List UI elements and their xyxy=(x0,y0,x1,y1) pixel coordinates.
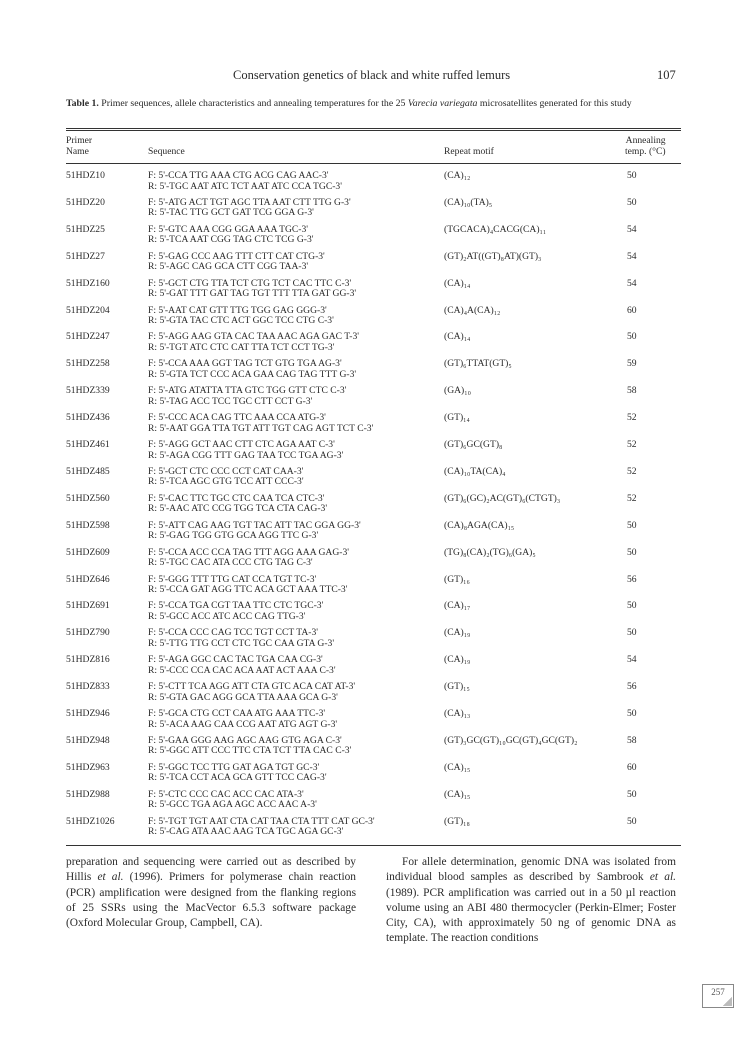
repeat-motif: (GT)₁₄ xyxy=(444,412,470,424)
forward-primer: F: 5'-GCT CTC CCC CCT CAT CAA-3' xyxy=(148,465,304,477)
repeat-motif: (TG)₈(CA)₂(TG)₆(GA)₅ xyxy=(444,546,536,558)
repeat-motif: (CA)₁₃ xyxy=(444,708,471,719)
forward-primer: F: 5'-CTC CCC CAC ACC CAC ATA-3' xyxy=(148,788,304,800)
body-column-right xyxy=(386,855,676,947)
table-row xyxy=(66,574,686,601)
repeat-motif: (CA)₈AGA(CA)₁₅ xyxy=(444,519,515,531)
reverse-primer: R: 5'-TGT ATC CTC CAT TTA TCT CCT TG-3' xyxy=(148,341,335,353)
table-top-rule-2 xyxy=(66,130,681,131)
forward-primer: F: 5'-AGG GCT AAC CTT CTC AGA AAT C-3' xyxy=(148,439,335,450)
table-row xyxy=(66,547,686,574)
page-number: 107 xyxy=(657,68,676,82)
header-primer: Primer Name xyxy=(66,135,93,157)
reverse-primer: R: 5'-TGC CAC ATA CCC CTG TAG C-3' xyxy=(148,557,313,569)
table-row xyxy=(66,358,686,385)
annealing-temp: 52 xyxy=(627,492,637,504)
table-row xyxy=(66,439,686,466)
forward-primer: F: 5'-ATG ACT TGT AGC TTA AAT CTT TTG G-3' xyxy=(148,196,351,208)
reverse-primer: R: 5'-ACA AAG CAA CCG AAT ATG AGT G-3' xyxy=(148,718,338,730)
table-row xyxy=(66,385,686,412)
annealing-temp: 52 xyxy=(627,439,637,450)
forward-primer: F: 5'-CCA AAA GGT TAG TCT GTG TGA AG-3' xyxy=(148,358,342,370)
forward-primer: F: 5'-CCA TTG AAA CTG ACG CAG AAC-3' xyxy=(148,170,329,181)
reverse-primer: R: 5'-TCA AGC GTG TCC ATT CCC-3' xyxy=(148,476,304,488)
reverse-primer: R: 5'-AAT GGA TTA TGT ATT TGT CAG AGT TCT C-3' xyxy=(148,422,374,434)
primer-name: 51HDZ560 xyxy=(66,492,110,504)
repeat-motif: (GT)₃GC(GT)₁₀GC(GT)₄GC(GT)₂ xyxy=(444,734,578,746)
reverse-primer: R: 5'-GAT TTT GAT TAG TGT TTT TTA GAT GG-3' xyxy=(148,288,357,300)
primer-name: 51HDZ10 xyxy=(66,170,105,181)
forward-primer: F: 5'-GGG TTT TTG CAT CCA TGT TC-3' xyxy=(148,573,317,585)
annealing-temp: 56 xyxy=(627,681,637,693)
table-row xyxy=(66,466,686,493)
primer-name: 51HDZ946 xyxy=(66,708,110,719)
primer-name: 51HDZ485 xyxy=(66,465,110,477)
reverse-primer: R: 5'-AGA CGG TTT GAG TAA TCC TGA AG-3' xyxy=(148,449,344,461)
annealing-temp: 54 xyxy=(627,277,637,289)
reverse-primer: R: 5'-TCA AAT CGG TAG CTC TCG G-3' xyxy=(148,234,314,246)
table-header-rule xyxy=(66,163,681,164)
reverse-primer: R: 5'-CCC CCA CAC ACA AAT ACT AAA C-3' xyxy=(148,664,336,676)
primer-name: 51HDZ948 xyxy=(66,734,110,746)
forward-primer: F: 5'-GGC TCC TTG GAT AGA TGT GC-3' xyxy=(148,761,320,773)
annealing-temp: 50 xyxy=(627,815,637,827)
repeat-motif: (CA)₁₅ xyxy=(444,761,471,773)
forward-primer: F: 5'-GAG CCC AAG TTT CTT CAT CTG-3' xyxy=(148,250,325,262)
table-row xyxy=(66,600,686,627)
primer-name: 51HDZ1026 xyxy=(66,815,115,827)
footer-page-stamp: 257 xyxy=(702,984,734,1008)
reverse-primer: R: 5'-GTA TCT CCC ACA GAA CAG TAG TTT G-3' xyxy=(148,368,357,380)
annealing-temp: 52 xyxy=(627,412,637,424)
table-row xyxy=(66,627,686,654)
primer-name: 51HDZ833 xyxy=(66,681,110,693)
annealing-temp: 54 xyxy=(627,250,637,262)
caption-label: Table 1. xyxy=(66,98,99,109)
repeat-motif: (CA)₁₄ xyxy=(444,331,471,343)
repeat-motif: (CA)₁₅ xyxy=(444,788,471,800)
annealing-temp: 54 xyxy=(627,654,637,666)
reverse-primer: R: 5'-CCA GAT AGG TTC ACA GCT AAA TTC-3' xyxy=(148,584,348,595)
table-row xyxy=(66,762,686,789)
reverse-primer: R: 5'-TTG TTG CCT CTC TGC CAA GTA G-3' xyxy=(148,637,335,649)
annealing-temp: 52 xyxy=(627,465,637,477)
forward-primer: F: 5'-AAT CAT GTT TTG TGG GAG GGG-3' xyxy=(148,304,327,316)
caption-text-end: microsatellites generated for this study xyxy=(477,98,632,109)
repeat-motif: (GT)₁₅ xyxy=(444,681,470,693)
primer-name: 51HDZ258 xyxy=(66,358,110,370)
primer-name: 51HDZ963 xyxy=(66,761,110,773)
repeat-motif: (CA)₁₀(TA)₅ xyxy=(444,196,493,208)
reverse-primer: R: 5'-AGC CAG GCA CTT CGG TAA-3' xyxy=(148,261,309,273)
primer-name: 51HDZ160 xyxy=(66,277,110,289)
table-row xyxy=(66,412,686,439)
forward-primer: F: 5'-GCA CTG CCT CAA ATG AAA TTC-3' xyxy=(148,708,326,719)
primer-name: 51HDZ25 xyxy=(66,223,105,235)
annealing-temp: 58 xyxy=(627,734,637,746)
primer-name: 51HDZ436 xyxy=(66,412,110,424)
table-bottom-rule xyxy=(66,845,681,846)
reverse-primer: R: 5'-TCA CCT ACA GCA GTT TCC CAG-3' xyxy=(148,772,327,784)
forward-primer: F: 5'-CCA CCC CAG TCC TGT CCT TA-3' xyxy=(148,627,318,639)
primer-name: 51HDZ609 xyxy=(66,546,110,558)
reverse-primer: R: 5'-TGC AAT ATC TCT AAT ATC CCA TGC-3' xyxy=(148,180,342,192)
primer-name: 51HDZ247 xyxy=(66,331,110,343)
repeat-motif: (GT)₆TTAT(GT)₅ xyxy=(444,358,512,370)
annealing-temp: 50 xyxy=(627,546,637,558)
repeat-motif: (GA)₁₀ xyxy=(444,385,471,397)
annealing-temp: 50 xyxy=(627,196,637,208)
table-row xyxy=(66,708,686,735)
reverse-primer: R: 5'-GCC ACC ATC ACC CAG TTG-3' xyxy=(148,610,306,622)
forward-primer: F: 5'-ATT CAG AAG TGT TAC ATT TAC GGA GG-3' xyxy=(148,519,361,531)
annealing-temp: 56 xyxy=(627,573,637,585)
primer-name: 51HDZ646 xyxy=(66,573,110,585)
page-curl-icon xyxy=(723,997,732,1006)
annealing-temp: 50 xyxy=(627,331,637,343)
annealing-temp: 50 xyxy=(627,627,637,639)
table-row xyxy=(66,735,686,762)
table-row xyxy=(66,170,686,197)
primer-name: 51HDZ988 xyxy=(66,788,110,800)
running-header-title: Conservation genetics of black and white ruffed lemurs xyxy=(233,68,511,82)
forward-primer: F: 5'-CAC TTC TGC CTC CAA TCA CTC-3' xyxy=(148,492,325,504)
body-paragraph-right: For allele determination, genomic DNA was isolated from individual blood samples as described by Sambrook et al. (1989). PCR amplification was carried out in a 50 µl reaction volume using an ABI 480 thermocycler (Perkin-Elmer; Foster City, CA), with approximately 50 ng of genomic DNA as template. The reaction conditions xyxy=(386,856,676,945)
annealing-temp: 50 xyxy=(627,788,637,800)
annealing-temp: 59 xyxy=(627,358,637,370)
primer-name: 51HDZ816 xyxy=(66,654,110,666)
header-repeat-motif: Repeat motif xyxy=(444,146,494,157)
forward-primer: F: 5'-AGA GGC CAC TAC TGA CAA CG-3' xyxy=(148,654,323,666)
repeat-motif: (GT)₆(GC)₂AC(GT)₆(CTGT)₃ xyxy=(444,492,561,504)
annealing-temp: 50 xyxy=(627,170,637,181)
repeat-motif: (GT)₆GC(GT)₈ xyxy=(444,439,503,450)
primer-name: 51HDZ204 xyxy=(66,304,110,316)
repeat-motif: (CA)₁₉ xyxy=(444,627,471,639)
annealing-temp: 54 xyxy=(627,223,637,235)
table-row xyxy=(66,789,686,816)
reverse-primer: R: 5'-GGC ATT CCC TTC CTA TCT TTA CAC C-3' xyxy=(148,745,352,757)
forward-primer: F: 5'-GAA GGG AAG AGC AAG GTG AGA C-3' xyxy=(148,734,342,746)
caption-text: Primer sequences, allele characteristics and annealing temperatures for the 25 xyxy=(98,98,408,109)
header-annealing: Annealing temp. (°C) xyxy=(625,135,666,157)
table-row xyxy=(66,331,686,358)
forward-primer: F: 5'-GTC AAA CGG GGA AAA TGC-3' xyxy=(148,223,308,235)
table-row xyxy=(66,278,686,305)
table-row xyxy=(66,305,686,332)
repeat-motif: (CA)₁₄ xyxy=(444,277,471,289)
table-caption xyxy=(66,98,686,110)
forward-primer: F: 5'-GCT CTG TTA TCT CTG TCT CAC TTC C-3' xyxy=(148,277,352,289)
primer-name: 51HDZ598 xyxy=(66,519,110,531)
reverse-primer: R: 5'-TAG ACC TCC TGC CTT CCT G-3' xyxy=(148,395,313,407)
table-row xyxy=(66,251,686,278)
forward-primer: F: 5'-CCC ACA CAG TTC AAA CCA ATG-3' xyxy=(148,412,326,424)
annealing-temp: 60 xyxy=(627,304,637,316)
forward-primer: F: 5'-CCA ACC CCA TAG TTT AGG AAA GAG-3' xyxy=(148,546,349,558)
forward-primer: F: 5'-TGT TGT AAT CTA CAT TAA CTA TTT CAT GC-3' xyxy=(148,815,375,827)
reverse-primer: R: 5'-GAG TGG GTG GCA AGG TTC G-3' xyxy=(148,530,319,542)
forward-primer: F: 5'-ATG ATATTA TTA GTC TGG GTT CTC C-3' xyxy=(148,385,347,397)
primer-name: 51HDZ20 xyxy=(66,196,105,208)
repeat-motif: (GT)₂AT((GT)₈AT)(GT)₃ xyxy=(444,250,542,262)
primer-name: 51HDZ790 xyxy=(66,627,110,639)
reverse-primer: R: 5'-CAG ATA AAC AAG TCA TGC AGA GC-3' xyxy=(148,826,344,838)
primer-name: 51HDZ461 xyxy=(66,439,110,450)
annealing-temp: 58 xyxy=(627,385,637,397)
repeat-motif: (CA)₁₇ xyxy=(444,600,471,612)
repeat-motif: (CA)₁₀TA(CA)₄ xyxy=(444,465,506,477)
repeat-motif: (CA)₁₉ xyxy=(444,654,471,666)
reverse-primer: R: 5'-GCC TGA AGA AGC ACC AAC A-3' xyxy=(148,799,317,811)
repeat-motif: (TGCACA)₄CACG(CA)₁₁ xyxy=(444,223,547,235)
reverse-primer: R: 5'-AAC ATC CCG TGG TCA CTA CAG-3' xyxy=(148,503,328,515)
header-sequence: Sequence xyxy=(148,146,185,157)
annealing-temp: 60 xyxy=(627,761,637,773)
body-paragraph-left: preparation and sequencing were carried out as described by Hillis et al. (1996). Primers for polymerase chain reaction (PCR) amplification were designed from the flanking regions of 25 SSRs using the MacVector 6.5.3 software package (Oxford Molecular Group, Campbell, CA). xyxy=(66,856,356,930)
body-column-left xyxy=(66,855,356,931)
table-row xyxy=(66,654,686,681)
table-row xyxy=(66,520,686,547)
repeat-motif: (GT)₁₆ xyxy=(444,573,470,585)
table-row xyxy=(66,224,686,251)
caption-species: Varecia variegata xyxy=(407,98,478,109)
table-row xyxy=(66,493,686,520)
primer-name: 51HDZ691 xyxy=(66,600,110,612)
repeat-motif: (CA)₁₂ xyxy=(444,170,471,181)
forward-primer: F: 5'-AGG AAG GTA CAC TAA AAC AGA GAC T-3' xyxy=(148,331,359,343)
forward-primer: F: 5'-CTT TCA AGG ATT CTA GTC ACA CAT AT-3' xyxy=(148,681,356,693)
annealing-temp: 50 xyxy=(627,708,637,719)
table-top-rule xyxy=(66,128,681,129)
primer-name: 51HDZ339 xyxy=(66,385,110,397)
reverse-primer: R: 5'-GTA GAC AGG GCA TTA AAA GCA G-3' xyxy=(148,691,338,703)
reverse-primer: R: 5'-TAC TTG GCT GAT TCG GGA G-3' xyxy=(148,207,314,219)
table-row xyxy=(66,816,686,843)
repeat-motif: (GT)₁₈ xyxy=(444,815,470,827)
reverse-primer: R: 5'-GTA TAC CTC ACT GGC TCC CTG C-3' xyxy=(148,315,334,326)
table-row xyxy=(66,197,686,224)
forward-primer: F: 5'-CCA TGA CGT TAA TTC CTC TGC-3' xyxy=(148,600,324,612)
repeat-motif: (CA)₄A(CA)₁₂ xyxy=(444,304,501,316)
table-row xyxy=(66,681,686,708)
primer-name: 51HDZ27 xyxy=(66,250,105,262)
annealing-temp: 50 xyxy=(627,519,637,531)
annealing-temp: 50 xyxy=(627,600,637,612)
